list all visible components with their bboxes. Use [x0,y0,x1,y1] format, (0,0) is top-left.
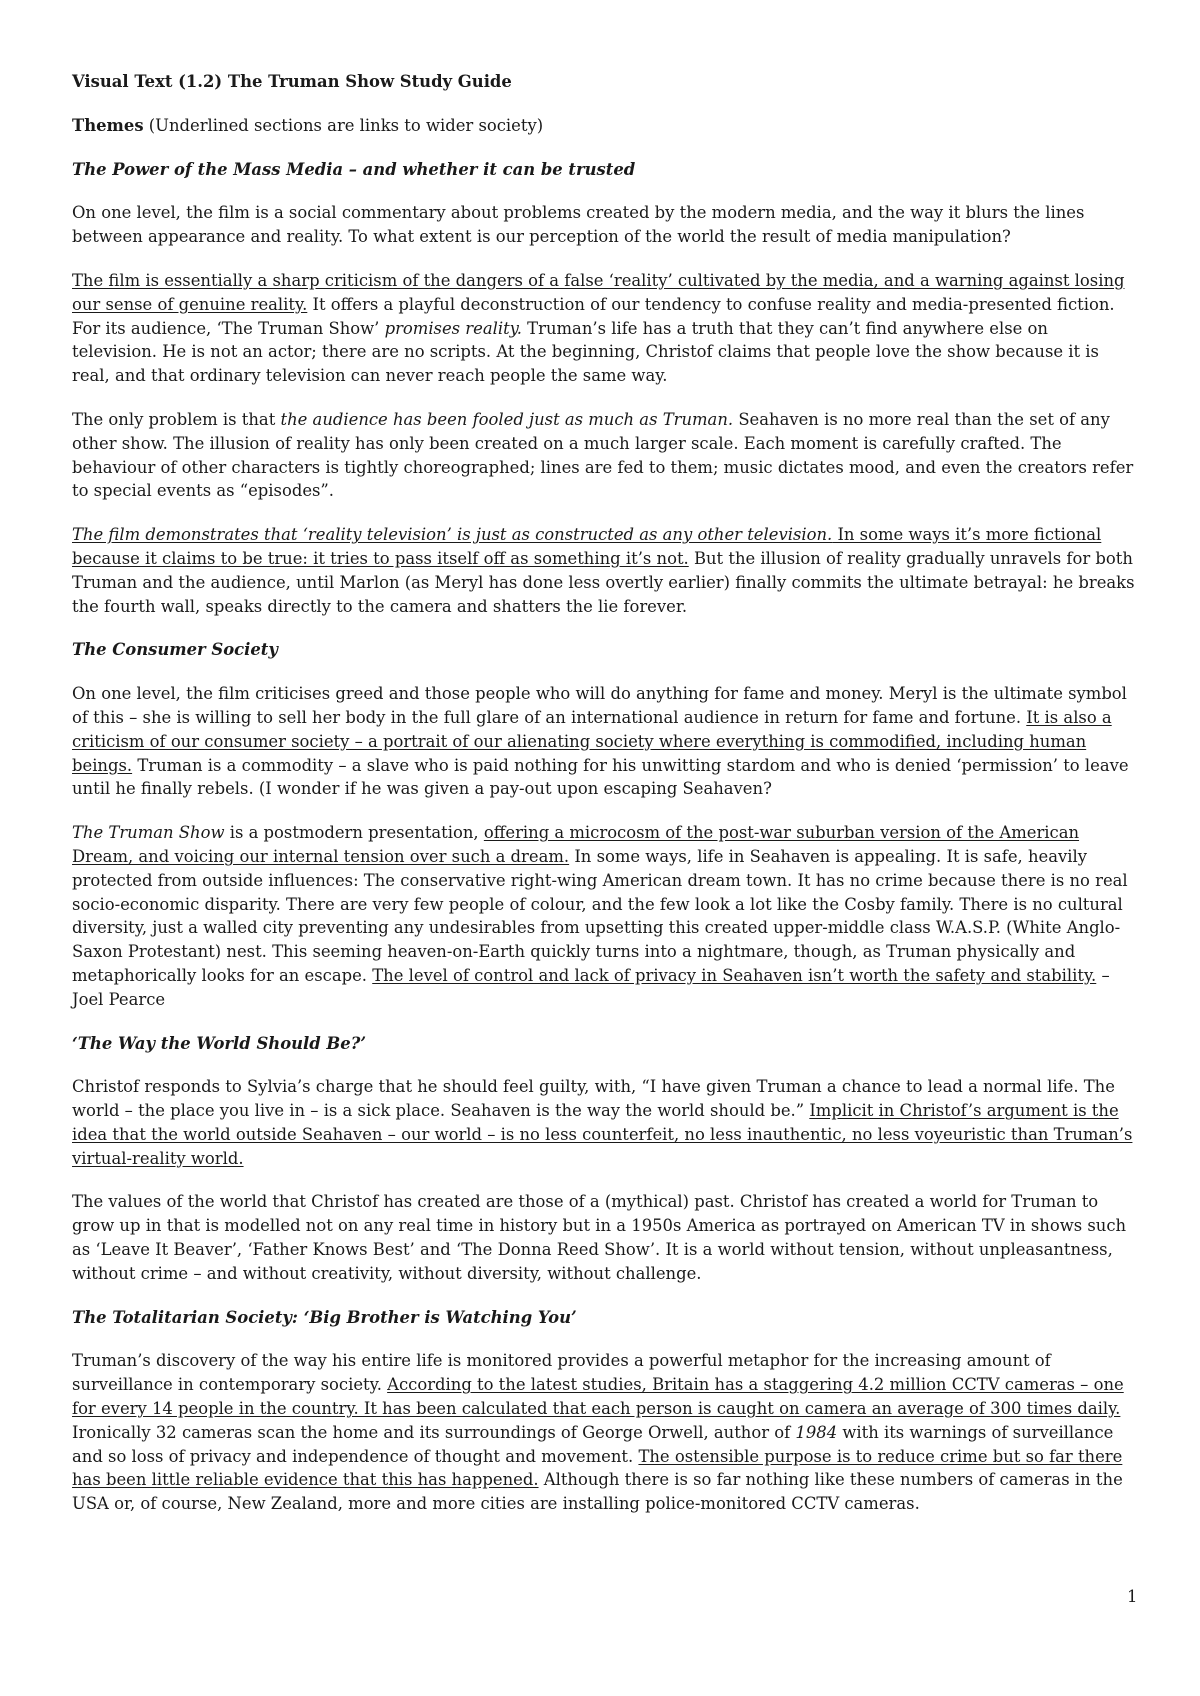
paragraph [72,408,1136,503]
themes-label: Themes [72,115,144,135]
paragraph [72,269,1136,388]
underlined-text: offering a microcosm of the post-war suburban version of the American Dream, and voicing our internal tension over such a dream. [72,823,1080,866]
section-heading: The Power of the Mass Media – and whether it can be trusted [72,159,636,179]
underlined-text: The film demonstrates that ‘reality television’ is just as constructed as any other television. [72,525,833,545]
text-run: Seahaven is no more real than the set of any other show. The illusion of reality has only been created on a much larger scale. Each moment is carefully crafted. The behaviour of other characters is tightly choreographed; lines are fed to them; music dictates mood, and even the creators refer to special events as “episodes”. [72,409,1134,501]
document-body [72,70,1136,1536]
paragraph [72,1075,1136,1170]
paragraph [72,682,1136,801]
paragraph [72,1349,1136,1516]
text-run: Although there is so far nothing like these numbers of cameras in the USA or, of course, New Zealand, more and more cities are installing police-monitored CCTV cameras. [72,1470,1123,1514]
text-run: – Joel Pearce [72,965,1110,1009]
underlined-text: The ostensible purpose is to reduce crime but so far there has been little reliable evidence that this has happened. [72,1446,1123,1490]
italic-text: 1984 [795,1422,838,1442]
text-run: Truman’s discovery of the way his entire life is monitored provides a powerful metaphor for the increasing amount of surveillance in contemporary society. [72,1351,1051,1395]
themes-note: (Underlined sections are links to wider society) [148,115,544,135]
themes-heading [72,114,1136,138]
paragraph [72,1190,1136,1285]
section-heading: ‘The Way the World Should Be?’ [72,1033,367,1053]
document-title: Visual Text (1.2) The Truman Show Study Guide [72,72,512,91]
italic-text: the audience has been fooled just as much as Truman. [280,409,734,429]
text-run: Ironically 32 cameras scan the home and its surroundings of George Orwell, author of [72,1422,796,1442]
text-run: But the illusion of reality gradually unravels for both Truman and the audience, until Marlon (as Meryl has done less overtly earlier) finally commits the ultimate betrayal: he breaks the fourth wall, speaks directly to the camera and shatters the lie forever. [72,548,1135,616]
underlined-text: It is also a criticism of our consumer society – a portrait of our alienating society where everything is commodified, including human beings. [72,707,1112,775]
page-number: 1 [1127,1587,1138,1606]
section-heading: The Consumer Society [72,640,278,660]
text-run: with its warnings of surveillance and so loss of privacy and independence of thought and movement. [72,1422,1114,1466]
underlined-text: In some ways it’s more fictional because it claims to be true: it tries to pass itself off as something it’s not. [72,525,1102,568]
text-run: Truman’s life has a truth that they can’t find anywhere else on television. He is not an actor; there are no scripts. At the beginning, Christof claims that people love the show because it is real, and that ordinary television can never reach people the same way. [72,318,1099,386]
theme-sections [72,158,1136,1516]
text-run: Christof responds to Sylvia’s charge that he should feel guilty, with, “I have given Truman a chance to lead a normal life. The world – the place you live in – is a sick place. Seahaven is the way the world should be.” [72,1077,1115,1121]
text-run: The values of the world that Christof has created are those of a (mythical) past. Christof has created a world for Truman to grow up in that is modelled not on any real time in history but in a 1950s America as portrayed on American TV in shows such as ‘Leave It Beaver’, ‘Father Knows Best’ and ‘The Donna Reed Show’. It is a world without tension, without unpleasantness, without crime – and without creativity, without diversity, without challenge. [72,1192,1127,1283]
section-heading: The Totalitarian Society: ‘Big Brother is Watching You’ [72,1307,577,1327]
italic-text: The Truman Show [72,823,225,843]
paragraph [72,821,1136,1011]
paragraph [72,201,1136,249]
underlined-text: According to the latest studies, Britain has a staggering 4.2 million CCTV cameras – one for every 14 people in the country. It has been calculated that each person is caught on camera an average of 300 times daily. [72,1375,1124,1419]
text-run: is a postmodern presentation, [224,823,484,843]
text-run: On one level, the film criticises greed and those people who will do anything for fame and money. Meryl is the ultimate symbol of this – she is willing to sell her body in the full glare of an international audience in return for fame and fortune. [72,684,1127,727]
underlined-text: The film is essentially a sharp criticism of the dangers of a false ‘reality’ cultivated by the media, and a warning against losing our sense of genuine reality. [72,270,1125,314]
italic-text: promises reality. [384,318,522,338]
underlined-text: Implicit in Christof’s argument is the idea that the world outside Seahaven – our world – is no less counterfeit, no less inauthentic, no less voyeuristic than Truman’s virtual-reality world. [72,1101,1133,1168]
text-run: On one level, the film is a social commentary about problems created by the modern media, and the way it blurs the lines between appearance and reality. To what extent is our perception of the world the result of media manipulation? [72,203,1085,247]
text-run: Truman is a commodity – a slave who is paid nothing for his unwitting stardom and who is denied ‘permission’ to leave until he finally rebels. (I wonder if he was given a pay-out upon escaping Seahaven? [72,755,1129,799]
paragraph [72,523,1136,618]
underlined-text: The level of control and lack of privacy in Seahaven isn’t worth the safety and stability. [372,965,1097,985]
text-run: In some ways, life in Seahaven is appealing. It is safe, heavily protected from outside influences: The conservative right-wing American dream town. It has no crime because there is no real socio-economic disparity. There are very few people of colour, and the few look a lot like the Cosby family. There is no cultural diversity, just a walled city preventing any undesirables from upsetting this created upper-middle class W.A.S.P. (White Anglo-Saxon Protestant) nest. This seeming heaven-on-Earth quickly turns into a nightmare, though, as Truman physically and metaphorically looks for an escape. [72,846,1128,985]
text-run: It offers a playful deconstruction of our tendency to confuse reality and media-presented fiction. For its audience, ‘The Truman Show’ [72,294,1115,338]
text-run: The only problem is that [72,409,281,429]
